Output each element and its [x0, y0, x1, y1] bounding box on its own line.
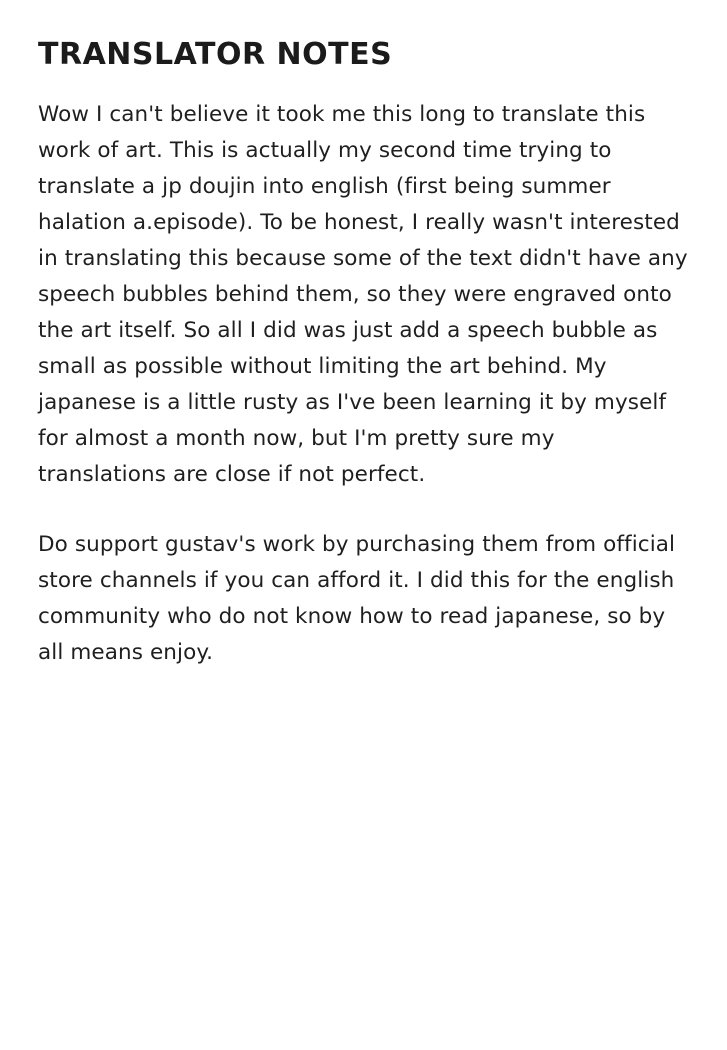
notes-paragraph-2: Do support gustav's work by purchasing them from official store channels if you can afford it. I did this for the english community who do not know how to read japanese, so by all means enjoy.: [38, 532, 676, 665]
notes-paragraph-1: Wow I can't believe it took me this long to translate this work of art. This is actually my second time trying to translate a jp doujin into english (first being summer halation a.episode). To be honest, I really wasn't interested in translating this because some of the text didn't have any speech bubbles behind them, so they were engraved onto the art itself. So all I did was just add a speech bubble as small as possible without limiting the art behind. My japanese is a little rusty as I've been learning it by myself for almost a month now, but I'm pretty sure my translations are close if not perfect.: [38, 102, 688, 487]
page-title: TRANSLATOR NOTES: [38, 37, 393, 72]
